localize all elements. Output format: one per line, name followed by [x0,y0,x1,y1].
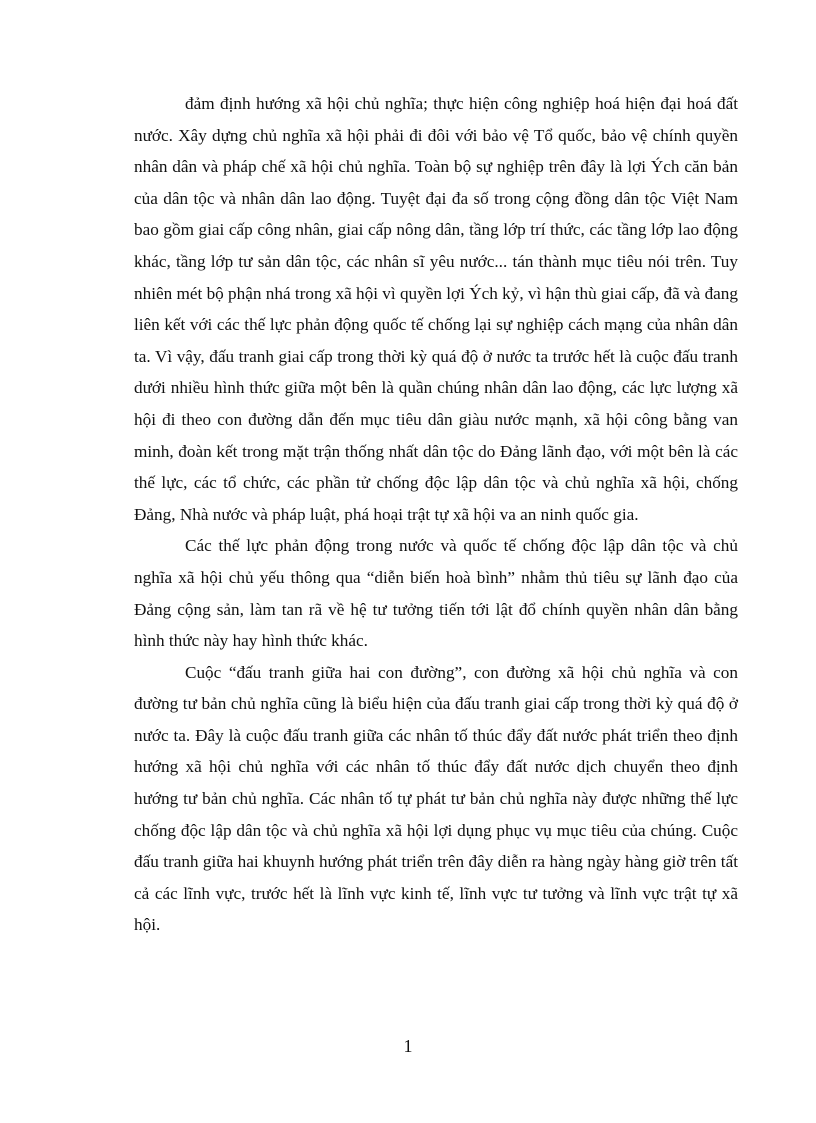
paragraph-2: Các thế lực phản động trong nước và quốc tế chống độc lập dân tộc và chủ nghĩa xã hội chủ yếu thông qua “diễn biến hoà bình” nhằm thủ tiêu sự lãnh đạo của Đảng cộng sản, làm tan rã về hệ tư tưởng tiến tới lật đổ chính quyền nhân dân bằng hình thức này hay hình thức khác. [134,536,738,651]
paragraph-3: Cuộc “đấu tranh giữa hai con đường”, con đường xã hội chủ nghĩa và con đường tư bản chủ nghĩa cũng là biểu hiện của đấu tranh giai cấp trong thời kỳ quá độ ở nước ta. Đây là cuộc đấu tranh giữa các nhân tố thúc đẩy đất nước phát triển theo định hướng xã hội chủ nghĩa với các nhân tố thúc đẩy đất nước dịch chuyển theo định hướng tư bản chủ nghĩa. Các nhân tố tự phát tư bản chủ nghĩa này được những thế lực chống độc lập dân tộc và chủ nghĩa xã hội lợi dụng phục vụ mục tiêu của chúng. Cuộc đấu tranh giữa hai khuynh hướng phát triển trên đây diễn ra hàng ngày hàng giờ trên tất cả các lĩnh vực, trước hết là lĩnh vực kinh tế, lĩnh vực tư tưởng và lĩnh vực trật tự xã hội. [134,662,738,935]
page-number: 1 [403,1036,413,1056]
paragraph-1: đảm định hướng xã hội chủ nghĩa; thực hiện công nghiệp hoá hiện đại hoá đất nước. Xây dựng chủ nghĩa xã hội phải đi đôi với bảo vệ Tổ quốc, bảo vệ chính quyền nhân dân và pháp chế xã hội chủ nghĩa. Toàn bộ sự nghiệp trên đây là lợi Ých căn bản của dân tộc và nhân dân lao động. Tuyệt đại đa số trong cộng đồng dân tộc Việt Nam bao gồm giai cấp công nhân, giai cấp nông dân, tầng lớp trí thức, các tầng lớp lao động khác, tầng lớp tư sản dân tộc, các nhân sĩ yêu nước... tán thành mục tiêu nói trên. Tuy nhiên mét bộ phận nhá trong xã hội vì quyền lợi Ých kỷ, vì hận thù giai cấp, đã và đang liên kết với các thế lực phản động quốc tế chống lại sự nghiệp cách mạng của nhân dân ta. Vì vậy, đấu tranh giai cấp trong thời kỳ quá độ ở nước ta trước hết là cuộc đấu tranh dưới nhiều hình thức giữa một bên là quần chúng nhân dân lao động, các lực lượng xã hội đi theo con đường dẫn đến mục tiêu dân giàu nước mạnh, xã hội công bằng van minh, đoàn kết trong mặt trận thống nhất dân tộc do Đảng lãnh đạo, với một bên là các thế lực, các tổ chức, các phần tử chống độc lập dân tộc và chủ nghĩa xã hội, chống Đảng, Nhà nước và pháp luật, phá hoại trật tự xã hội va an ninh quốc gia. [134,94,738,524]
